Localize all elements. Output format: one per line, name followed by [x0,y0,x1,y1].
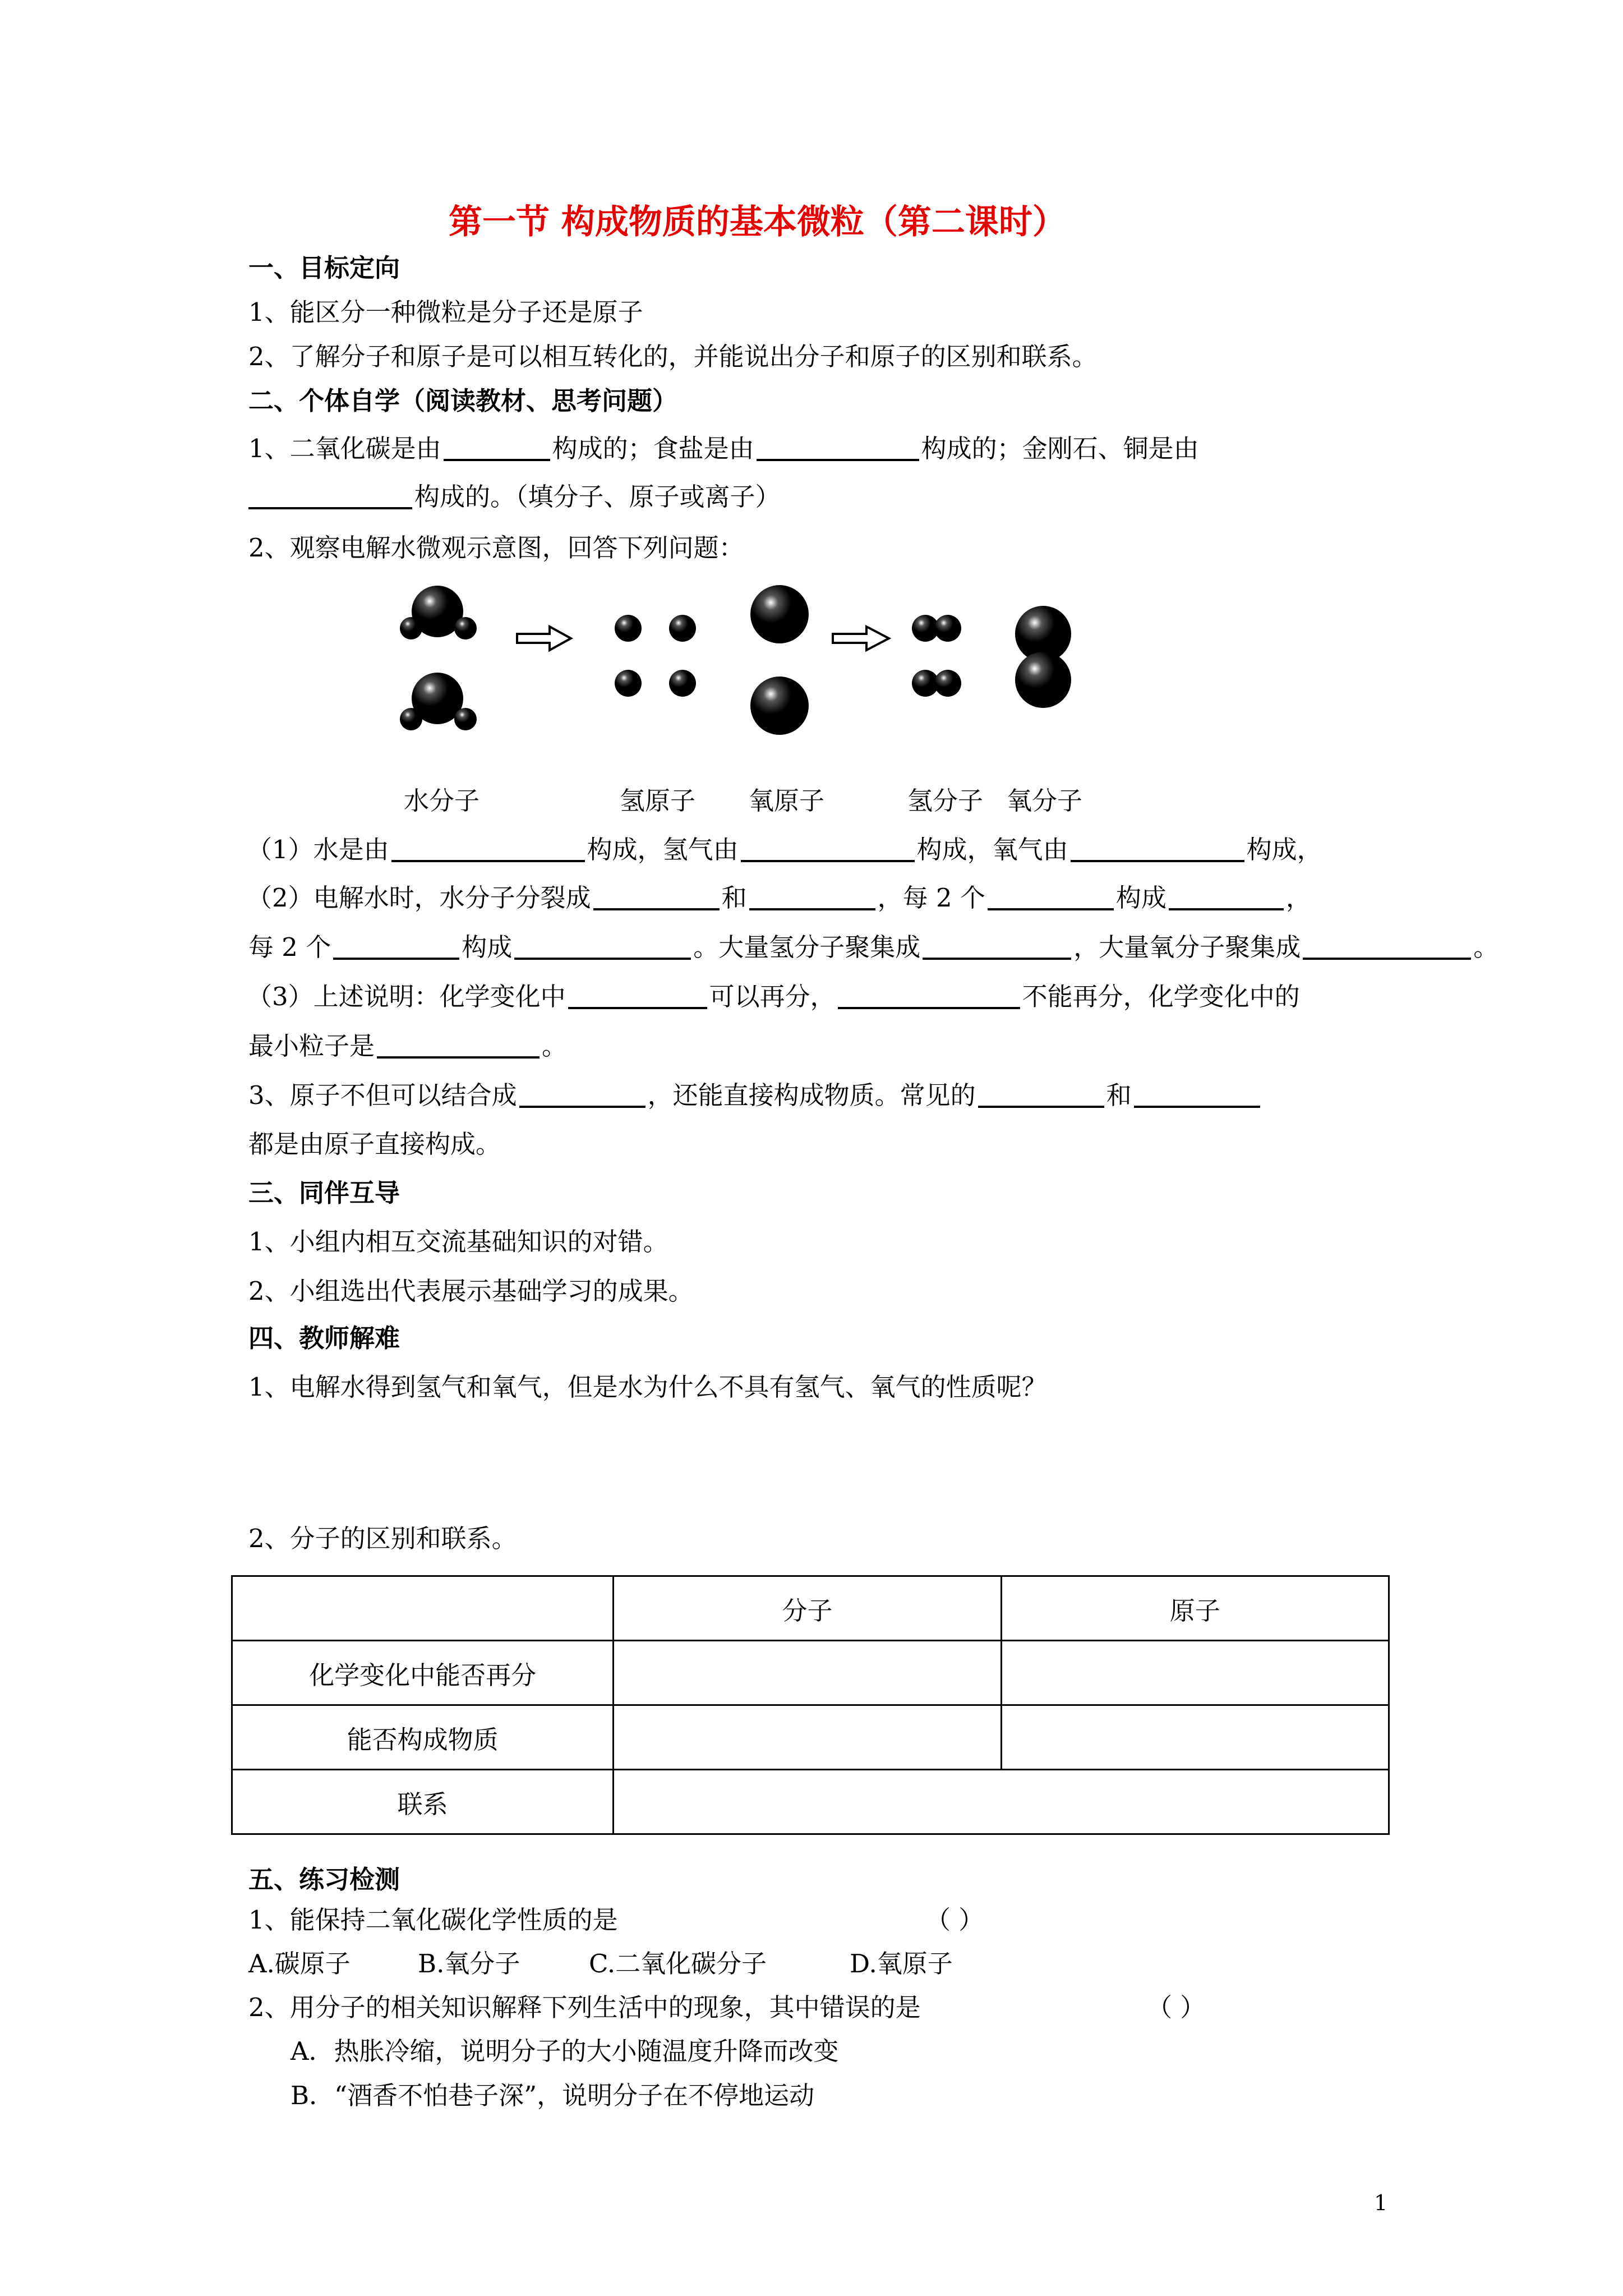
arrow-icon [833,627,889,650]
s2-q1-text-d: 构成的。（填分子、原子或离子） [414,482,781,512]
hydrogen-molecules [912,615,961,697]
blank[interactable] [923,934,1071,960]
s2-q1-text-a: 1、二氧化碳是由 [248,434,441,463]
oxygen-molecule [1015,606,1071,708]
section-4-heading: 四、教师解难 [248,1323,400,1353]
section-2-heading: 二、个体自学（阅读教材、思考问题） [248,386,678,416]
s3-item-2: 2、小组选出代表展示基础学习的成果。 [248,1276,694,1306]
table-cell-answer[interactable] [614,1705,1001,1770]
page-number: 1 [1374,2191,1388,2215]
table-row [232,1770,1389,1834]
s2-q3-line2: 都是由原子直接构成。 [248,1129,501,1159]
table-cell-answer[interactable] [614,1770,1389,1834]
table-header-row [232,1576,1389,1641]
s3-item-1: 1、小组内相互交流基础知识的对错。 [248,1227,668,1257]
blank[interactable] [1169,885,1284,910]
s2-p4 [247,983,1300,1009]
table-header-cell [232,1576,614,1641]
s2-p3-c: 。大量氢分子聚集成 [693,932,921,962]
electrolysis-diagram [393,572,1094,757]
blank[interactable] [988,885,1114,910]
table-row-label: 联系 [232,1770,614,1834]
s5-q1-paren[interactable]: （ ） [925,1905,984,1935]
section-3-heading: 三、同伴互导 [248,1178,400,1208]
s2-p3-e: 。 [1473,932,1499,962]
s2-p4-b: 可以再分， [709,982,836,1011]
page-title: 第一节 构成物质的基本微粒（第二课时） [449,203,1066,242]
blank[interactable] [377,1033,540,1059]
blank[interactable] [333,934,459,960]
blank[interactable] [978,1082,1104,1108]
blank[interactable] [749,885,875,910]
blank[interactable] [514,934,691,960]
label-oxygen-atom: 氧原子 [749,786,825,816]
s5-q2-option-a: A．热胀冷缩，说明分子的大小随温度升降而改变 [291,2036,839,2066]
table-row [232,1705,1389,1770]
blank[interactable] [444,435,550,461]
s2-p2-c: ，每 2 个 [877,883,985,913]
table-cell-answer[interactable] [1001,1641,1389,1705]
s5-q1-option-b: B.氧分子 [418,1949,520,1978]
s1-item-1: 1、能区分一种微粒是分子还是原子 [248,297,643,327]
blank[interactable] [248,484,412,509]
s1-item-2: 2、了解分子和原子是可以相互转化的，并能说出分子和原子的区别和联系。 [248,342,1098,371]
s5-q1: 1、能保持二氧化碳化学性质的是 [248,1905,618,1935]
table-row [232,1641,1389,1705]
s2-p2-e: ， [1285,883,1311,913]
s5-q2-paren[interactable]: （ ） [1147,1993,1206,2022]
table-row-label: 能否构成物质 [232,1705,614,1770]
s2-q1-text-b: 构成的；食盐是由 [552,434,754,463]
table-header-cell: 分子 [614,1576,1001,1641]
s2-q2: 2、观察电解水微观示意图，回答下列问题： [248,533,744,563]
s2-q1-line1 [248,435,1199,461]
hydrogen-atoms [615,615,696,697]
s4-q1: 1、电解水得到氢气和氧气，但是水为什么不具有氢气、氧气的性质呢？ [248,1372,1047,1402]
s2-p2-b: 和 [721,883,747,913]
s2-p1-d: 构成， [1246,835,1322,864]
blank[interactable] [1071,836,1244,862]
comparison-table [231,1575,1390,1835]
label-water-molecule: 水分子 [404,786,480,816]
blank[interactable] [519,1082,645,1108]
s2-p1 [247,836,1322,862]
s2-p4-a: （3）上述说明：化学变化中 [247,982,566,1011]
s2-p3-b: 构成 [462,932,513,962]
section-1-heading: 一、目标定向 [248,253,400,283]
blank[interactable] [757,435,919,461]
s2-p1-b: 构成，氢气由 [587,835,739,864]
s2-p1-a: （1）水是由 [247,835,389,864]
blank[interactable] [593,885,720,910]
blank[interactable] [568,983,707,1009]
blank[interactable] [1303,934,1471,960]
s2-p3-a: 每 2 个 [248,932,331,962]
blank[interactable] [741,836,915,862]
blank[interactable] [391,836,585,862]
s5-q2: 2、用分子的相关知识解释下列生活中的现象，其中错误的是 [248,1993,921,2022]
table-cell-answer[interactable] [614,1641,1001,1705]
s2-q3-line1 [248,1082,1262,1108]
s5-q2-option-b: B．“酒香不怕巷子深”，说明分子在不停地运动 [291,2081,815,2110]
s2-p2-d: 构成 [1115,883,1166,913]
table-cell-answer[interactable] [1001,1705,1389,1770]
blank[interactable] [838,983,1020,1009]
s2-p2 [247,883,1311,913]
label-oxygen-molecule: 氧分子 [1007,786,1083,816]
label-hydrogen-molecule: 氢分子 [907,786,984,816]
s2-p5 [248,1033,567,1059]
blank[interactable] [1134,1082,1260,1108]
s2-p5-b: 。 [542,1031,568,1061]
s2-p5-a: 最小粒子是 [248,1031,375,1061]
s2-q3-c: 和 [1106,1080,1132,1110]
s2-p3-d: ，大量氧分子聚集成 [1073,932,1301,962]
s5-q1-option-a: A.碳原子 [248,1949,351,1978]
s2-q1-text-c: 构成的；金刚石、铜是由 [921,434,1199,463]
arrow-icon [517,627,571,650]
s2-q3-b: ，还能直接构成物质。常见的 [647,1080,976,1110]
water-molecule-1 [400,586,477,639]
section-5-heading: 五、练习检测 [248,1865,400,1894]
s2-p2-a: （2）电解水时，水分子分裂成 [247,883,591,913]
s2-p1-c: 构成，氧气由 [916,835,1068,864]
oxygen-atoms [750,585,809,735]
s5-q1-option-d: D.氧原子 [850,1949,953,1978]
water-molecule-2 [400,673,477,730]
s2-p4-c: 不能再分，化学变化中的 [1022,982,1300,1011]
s2-q3-a: 3、原子不但可以结合成 [248,1080,517,1110]
s4-q2: 2、分子的区别和联系。 [248,1524,517,1553]
label-hydrogen-atom: 氢原子 [620,786,696,816]
s2-q1-line2 [248,482,781,512]
s2-p3 [248,934,1498,960]
table-header-cell: 原子 [1001,1576,1389,1641]
s5-q1-option-c: C.二氧化碳分子 [589,1949,767,1978]
table-row-label: 化学变化中能否再分 [232,1641,614,1705]
